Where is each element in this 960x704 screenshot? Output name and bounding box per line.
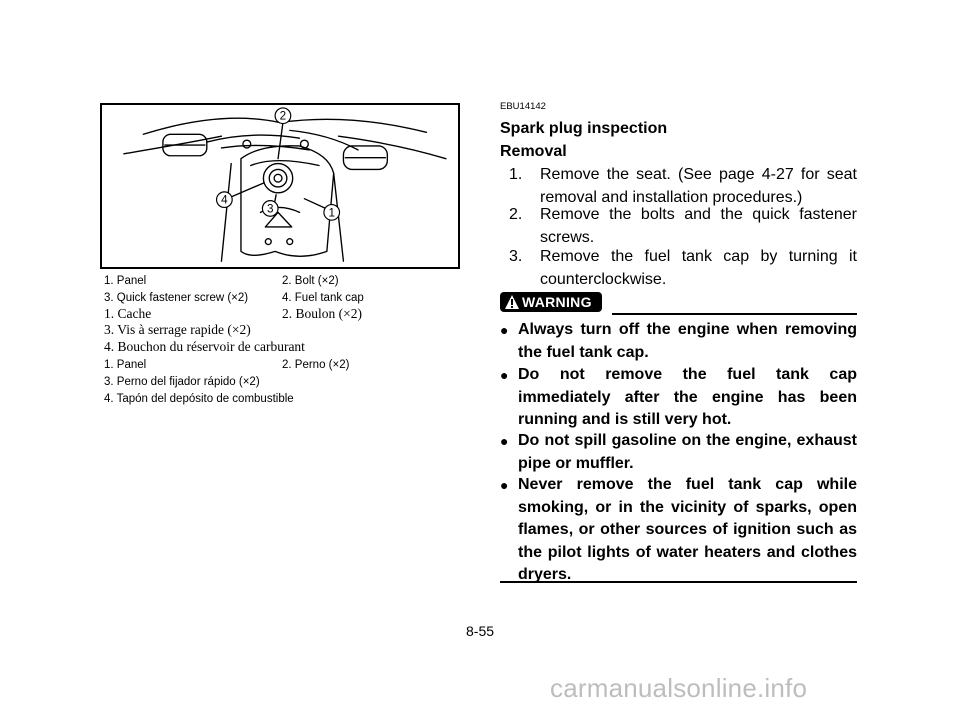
callout-1: 1 (328, 206, 335, 220)
subsection-title: Removal (500, 143, 567, 160)
caption-fr-2: 2. Boulon (×2) (282, 306, 362, 321)
step-2 (509, 203, 857, 249)
warning-text: Do not spill gasoline on the engine, exhaust pipe or muffler. (518, 432, 857, 472)
warning-badge (500, 292, 602, 312)
fuel-tank-panel-illustration (102, 105, 458, 267)
step-number: 1. (509, 166, 523, 183)
step-number: 3. (509, 248, 523, 265)
caption-es-4: 4. Tapón del depósito de combustible (104, 393, 294, 405)
callout-4: 4 (221, 193, 228, 207)
caption-fr-4: 4. Bouchon du réservoir de carburant (104, 339, 305, 354)
warning-item-4 (500, 474, 857, 587)
warning-text: Do not remove the fuel tank cap immediately after the engine has been running and is still very hot. (518, 366, 857, 428)
bullet: ● (500, 433, 509, 449)
caption-fr-1: 1. Cache (104, 306, 152, 321)
callout-2: 2 (279, 109, 287, 123)
warning-triangle-icon (504, 294, 520, 310)
warning-text: Never remove the fuel tank cap while smoking, or in the vicinity of sparks, open flames, or other sources of ignition such as the pilot lights of water heaters and clothes dryers. (518, 476, 857, 583)
caption-es-1: 1. Panel (104, 359, 147, 371)
caption-en-4: 4. Fuel tank cap (282, 292, 364, 304)
watermark: carmanualsonline.info (550, 673, 808, 703)
caption-es-3: 3. Perno del fijador rápido (×2) (104, 376, 260, 388)
fuel-tank-panel-figure (100, 103, 460, 269)
step-number: 2. (509, 206, 523, 223)
warning-top-rule (612, 313, 857, 315)
warning-item-2 (500, 364, 857, 432)
bullet: ● (500, 367, 509, 383)
caption-es-2: 2. Perno (×2) (282, 359, 350, 371)
bullet: ● (500, 322, 509, 338)
step-3 (509, 245, 857, 291)
caption-en-2: 2. Bolt (×2) (282, 275, 339, 287)
bullet: ● (500, 477, 509, 493)
step-text: Remove the seat. (See page 4-27 for seat removal and installation procedures.) (540, 166, 857, 206)
warning-text: Always turn off the engine when removing the fuel tank cap. (518, 321, 857, 361)
step-text: Remove the bolts and the quick fastener screws. (540, 206, 857, 246)
caption-en-1: 1. Panel (104, 275, 147, 287)
warning-label: WARNING (522, 294, 592, 310)
warning-bottom-rule (500, 581, 857, 583)
step-text: Remove the fuel tank cap by turning it counterclockwise. (540, 248, 857, 288)
warning-item-3 (500, 430, 857, 475)
caption-en-3: 3. Quick fastener screw (×2) (104, 292, 249, 304)
section-title: Spark plug inspection (500, 120, 668, 137)
document-code: EBU14142 (500, 101, 546, 112)
callout-3: 3 (266, 202, 274, 216)
page-number: 8-55 (466, 623, 495, 639)
warning-item-1 (500, 319, 857, 364)
caption-fr-3: 3. Vis à serrage rapide (×2) (104, 322, 251, 337)
